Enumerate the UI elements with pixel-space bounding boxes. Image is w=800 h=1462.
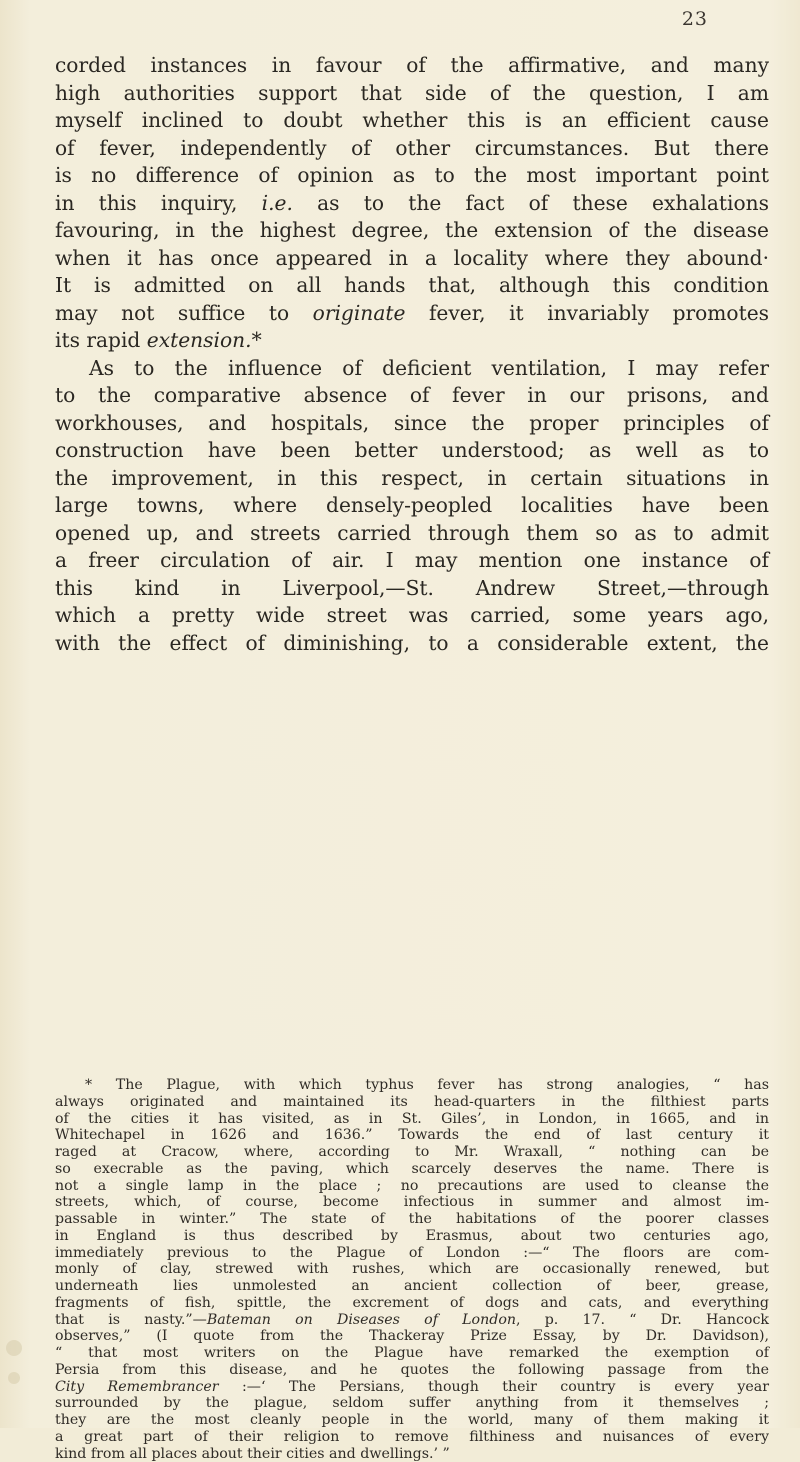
text-line: with the effect of diminishing, to a considerable extent, the xyxy=(55,630,769,658)
footnote-line: streets, which, of course, become infectious in summer and almost im- xyxy=(55,1194,769,1211)
text-line: the improvement, in this respect, in certain situations in xyxy=(55,465,769,493)
text-line: which a pretty wide street was carried, some years ago, xyxy=(55,602,769,630)
page-number: 23 xyxy=(0,8,708,30)
footnote-line: in England is thus described by Erasmus, about two centuries ago, xyxy=(55,1228,769,1245)
text-line: may not suffice to originate fever, it invariably promotes xyxy=(55,300,769,328)
footnote-line: * The Plague, with which typhus fever has strong analogies, “ has xyxy=(55,1077,769,1094)
footnote-line: so execrable as the paving, which scarcely deserves the name. There is xyxy=(55,1161,769,1178)
text-line: to the comparative absence of fever in our prisons, and xyxy=(55,382,769,410)
footnote-line: surrounded by the plague, seldom suffer anything from it themselves ; xyxy=(55,1395,769,1412)
footnote-line: observes,” (I quote from the Thackeray Prize Essay, by Dr. Davidson), xyxy=(55,1328,769,1345)
text-line: As to the influence of deficient ventilation, I may refer xyxy=(55,355,769,383)
footnote-line: monly of clay, strewed with rushes, which are occasionally renewed, but xyxy=(55,1261,769,1278)
text-line: large towns, where densely-peopled localities have been xyxy=(55,492,769,520)
text-line: opened up, and streets carried through them so as to admit xyxy=(55,520,769,548)
text-line: in this inquiry, i.e. as to the fact of these exhalations xyxy=(55,190,769,218)
text-line: when it has once appeared in a locality where they abound· xyxy=(55,245,769,273)
text-line: this kind in Liverpool,—St. Andrew Street,—through xyxy=(55,575,769,603)
text-line: its rapid extension.* xyxy=(55,327,769,355)
text-line: corded instances in favour of the affirmative, and many xyxy=(55,52,769,80)
text-line: of fever, independently of other circumstances. But there xyxy=(55,135,769,163)
footnote-line: immediately previous to the Plague of London :—“ The floors are com- xyxy=(55,1245,769,1262)
paper-stain xyxy=(6,1340,22,1356)
text-line: high authorities support that side of the question, I am xyxy=(55,80,769,108)
text-line: workhouses, and hospitals, since the proper principles of xyxy=(55,410,769,438)
footnote-line: Whitechapel in 1626 and 1636.” Towards the end of last century it xyxy=(55,1127,769,1144)
footnote-line: that is nasty.”—Bateman on Diseases of London, p. 17. “ Dr. Hancock xyxy=(55,1312,769,1329)
footnote-line: Persia from this disease, and he quotes the following passage from the xyxy=(55,1362,769,1379)
text-line: is no difference of opinion as to the most important point xyxy=(55,162,769,190)
footnote-line: underneath lies unmolested an ancient collection of beer, grease, xyxy=(55,1278,769,1295)
main-text xyxy=(55,52,769,657)
footnote-line: passable in winter.” The state of the habitations of the poorer classes xyxy=(55,1211,769,1228)
footnote-line: a great part of their religion to remove filthiness and nuisances of every xyxy=(55,1429,769,1446)
text-line: favouring, in the highest degree, the extension of the disease xyxy=(55,217,769,245)
footnote-line: kind from all places about their cities and dwellings.’ ” xyxy=(55,1446,769,1462)
footnote-line: City Remembrancer :—‘ The Persians, though their country is every year xyxy=(55,1379,769,1396)
footnote-line: “ that most writers on the Plague have remarked the exemption of xyxy=(55,1345,769,1362)
footnote-line: raged at Cracow, where, according to Mr. Wraxall, “ nothing can be xyxy=(55,1144,769,1161)
text-line: myself inclined to doubt whether this is an efficient cause xyxy=(55,107,769,135)
footnote xyxy=(55,1077,769,1462)
text-line: It is admitted on all hands that, although this condition xyxy=(55,272,769,300)
footnote-line: of the cities it has visited, as in St. Giles’, in London, in 1665, and in xyxy=(55,1111,769,1128)
paper-stain xyxy=(8,1372,20,1384)
footnote-line: not a single lamp in the place ; no precautions are used to cleanse the xyxy=(55,1178,769,1195)
footnote-line: always originated and maintained its head-quarters in the filthiest parts xyxy=(55,1094,769,1111)
text-line: construction have been better understood; as well as to xyxy=(55,437,769,465)
footnote-line: they are the most cleanly people in the world, many of them making it xyxy=(55,1412,769,1429)
footnote-line: fragments of fish, spittle, the excrement of dogs and cats, and everything xyxy=(55,1295,769,1312)
text-line: a freer circulation of air. I may mention one instance of xyxy=(55,547,769,575)
